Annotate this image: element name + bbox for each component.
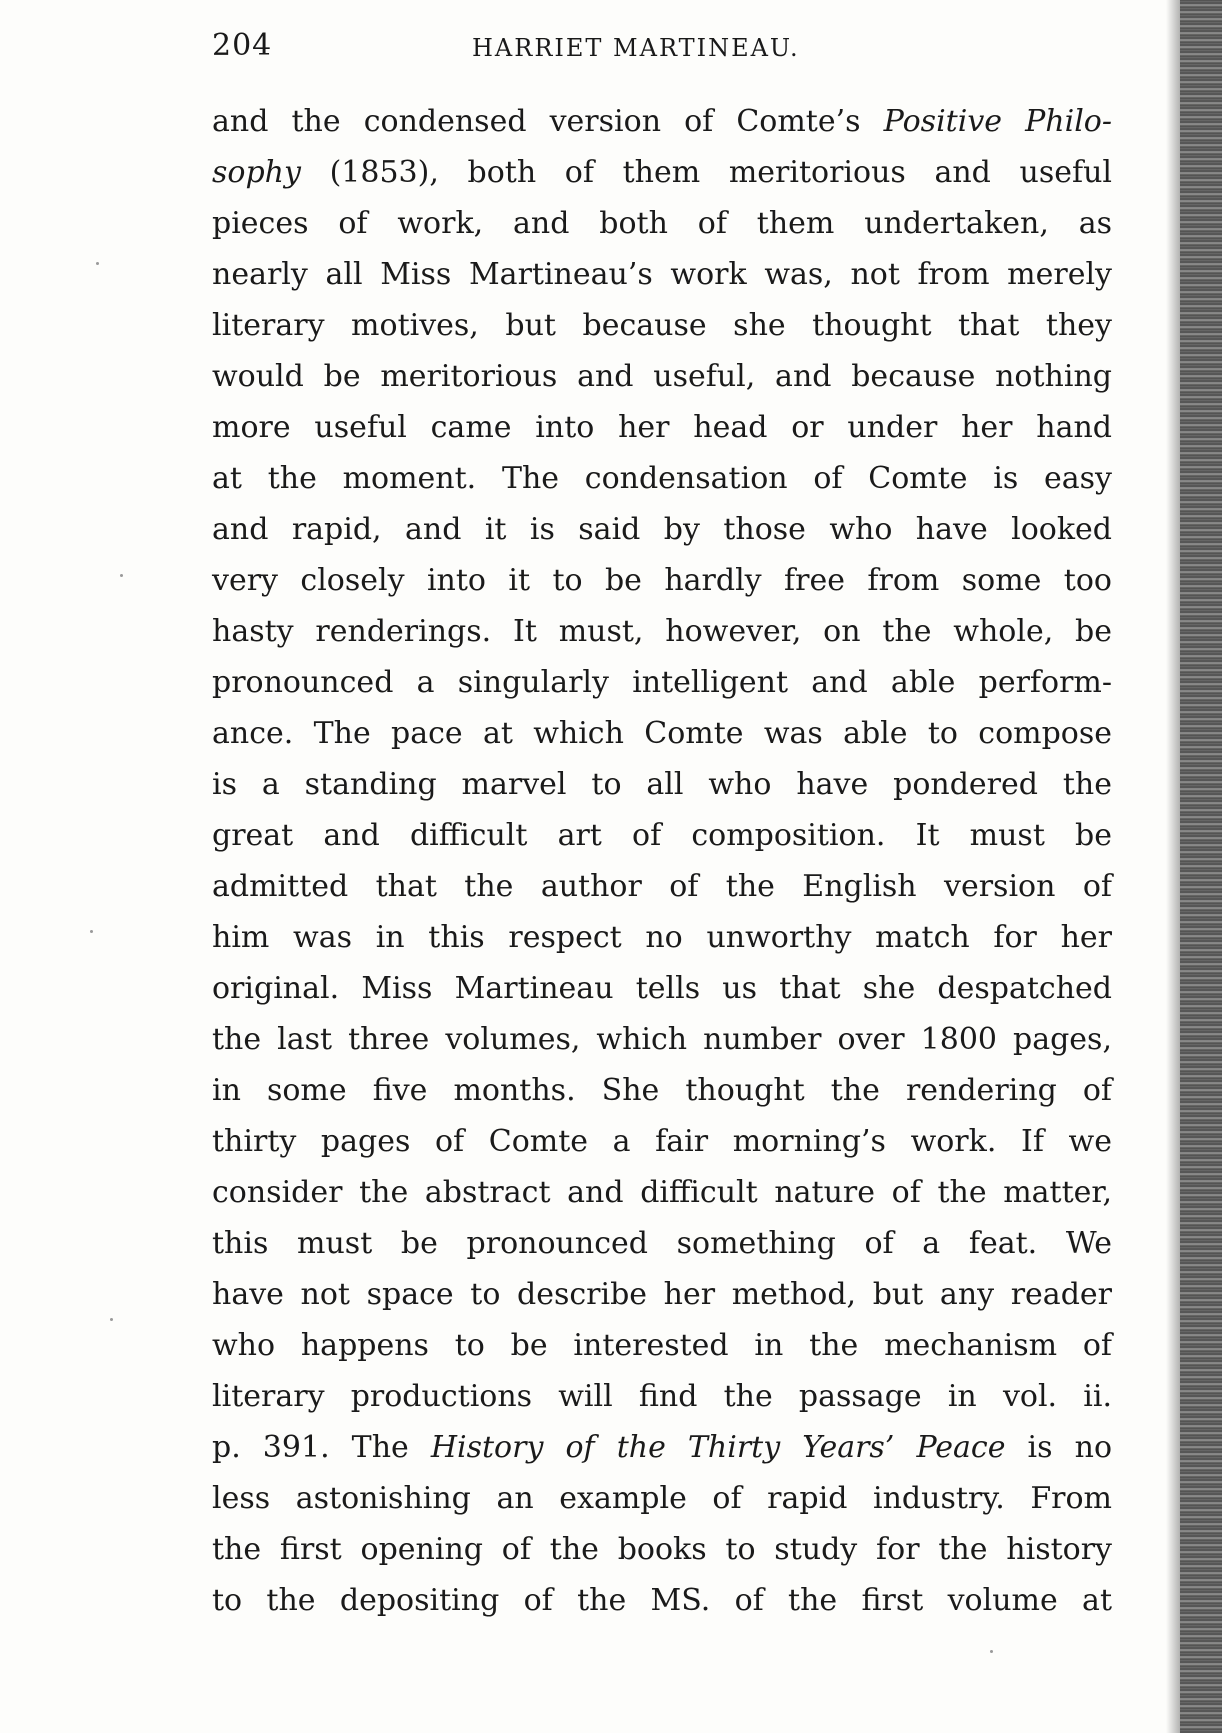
- text-segment: original. Miss Martineau tells us that she despatched: [212, 971, 1112, 1006]
- text-line: [212, 198, 1112, 249]
- text-line: [212, 1422, 1112, 1473]
- text-segment: thirty pages of Comte a fair morning’s work. If we: [212, 1124, 1112, 1159]
- text-segment: who happens to be interested in the mechanism of: [212, 1328, 1112, 1363]
- text-segment: pronounced a singularly intelligent and able perform-: [212, 665, 1112, 700]
- page-number: 204: [212, 28, 273, 63]
- text-segment: great and difficult art of composition. It must be: [212, 818, 1112, 853]
- text-segment: more useful came into her head or under her hand: [212, 410, 1112, 445]
- text-segment: and rapid, and it is said by those who have looked: [212, 512, 1112, 547]
- text-line: [212, 861, 1112, 912]
- text-line: [212, 1269, 1112, 1320]
- paper-speck: [90, 930, 93, 933]
- text-segment: at the moment. The condensation of Comte is easy: [212, 461, 1112, 496]
- text-line: [212, 912, 1112, 963]
- text-segment: to the depositing of the MS. of the first volume at: [212, 1583, 1112, 1618]
- text-line: [212, 708, 1112, 759]
- text-segment: this must be pronounced something of a feat. We: [212, 1226, 1112, 1261]
- binding-shadow: [1166, 0, 1180, 1733]
- text-segment: hasty renderings. It must, however, on the whole, be: [212, 614, 1112, 649]
- text-segment: literary motives, but because she thought that they: [212, 308, 1112, 343]
- text-line: [212, 606, 1112, 657]
- text-line: [212, 1116, 1112, 1167]
- text-line: [212, 657, 1112, 708]
- text-line: [212, 1320, 1112, 1371]
- text-line: [212, 300, 1112, 351]
- text-segment: is no: [1005, 1430, 1113, 1465]
- text-line: [212, 1524, 1112, 1575]
- text-segment: the last three volumes, which number over 1800 pages,: [212, 1022, 1112, 1057]
- text-line: [212, 1014, 1112, 1065]
- text-segment: would be meritorious and useful, and because nothing: [212, 359, 1112, 394]
- text-line: [212, 1167, 1112, 1218]
- text-segment: (1853), both of them meritorious and useful: [300, 155, 1112, 190]
- binding-edge: [1180, 0, 1222, 1733]
- text-line: [212, 351, 1112, 402]
- text-line: [212, 504, 1112, 555]
- italic-title: sophy: [212, 155, 301, 190]
- paper-speck: [120, 574, 123, 577]
- text-line: [212, 453, 1112, 504]
- text-line: [212, 759, 1112, 810]
- text-line: [212, 249, 1112, 300]
- text-segment: nearly all Miss Martineau’s work was, not from merely: [212, 257, 1112, 292]
- text-line: [212, 402, 1112, 453]
- text-segment: in some five months. She thought the rendering of: [212, 1073, 1112, 1108]
- text-segment: and the condensed version of Comte’s: [212, 104, 884, 139]
- paper-speck: [96, 262, 99, 265]
- text-segment: ance. The pace at which Comte was able to compose: [212, 716, 1112, 751]
- italic-title: Positive Philo-: [883, 104, 1112, 139]
- text-line: [212, 1575, 1112, 1626]
- italic-title: History of the Thirty Years’ Peace: [430, 1430, 1006, 1465]
- text-segment: him was in this respect no unworthy match for her: [212, 920, 1112, 955]
- text-line: [212, 1371, 1112, 1422]
- paper-speck: [110, 1318, 113, 1321]
- text-segment: have not space to describe her method, but any reader: [212, 1277, 1112, 1312]
- text-line: [212, 147, 1112, 198]
- text-segment: pieces of work, and both of them undertaken, as: [212, 206, 1112, 241]
- body-text: [212, 96, 1112, 1626]
- page-header: [212, 28, 1112, 68]
- text-segment: consider the abstract and difficult nature of the matter,: [212, 1175, 1112, 1210]
- text-line: [212, 1218, 1112, 1269]
- text-line: [212, 810, 1112, 861]
- text-segment: very closely into it to be hardly free from some too: [212, 563, 1112, 598]
- text-segment: admitted that the author of the English version of: [212, 869, 1112, 904]
- paper-speck: [990, 1650, 993, 1653]
- text-line: [212, 963, 1112, 1014]
- text-line: [212, 1065, 1112, 1116]
- text-segment: literary productions will find the passage in vol. ii.: [212, 1379, 1112, 1414]
- text-line: [212, 1473, 1112, 1524]
- text-line: [212, 96, 1112, 147]
- text-segment: p. 391. The: [212, 1430, 431, 1465]
- text-line: [212, 555, 1112, 606]
- text-segment: is a standing marvel to all who have pondered the: [212, 767, 1112, 802]
- text-segment: the first opening of the books to study for the history: [212, 1532, 1112, 1567]
- running-head: HARRIET MARTINEAU.: [472, 34, 800, 62]
- text-segment: less astonishing an example of rapid industry. From: [212, 1481, 1112, 1516]
